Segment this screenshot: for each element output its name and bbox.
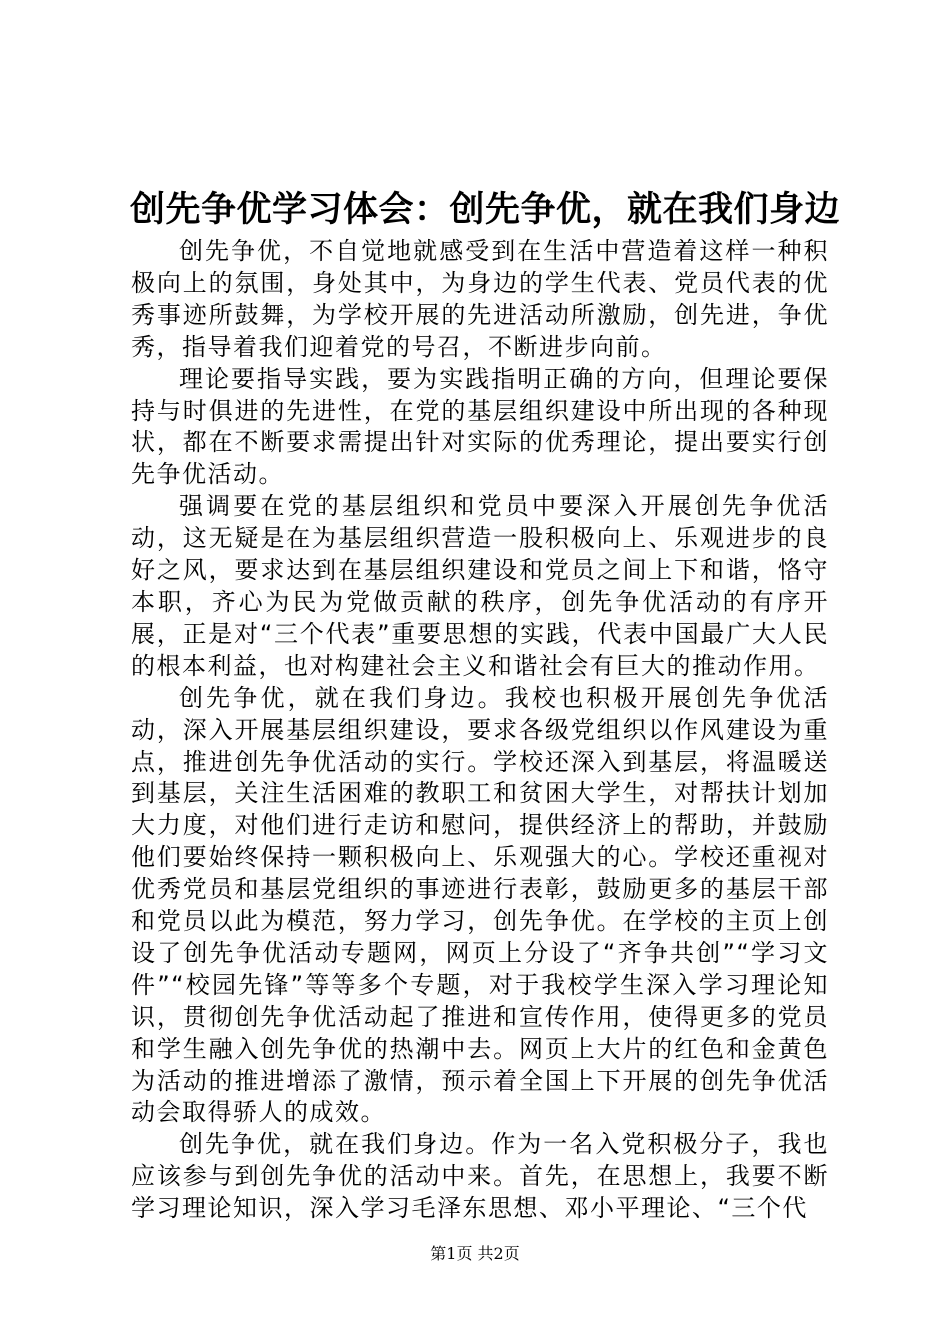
paragraph: 强调要在党的基层组织和党员中要深入开展创先争优活动，这无疑是在为基层组织营造一股积极向上、乐观进步的良好之风，要求达到在基层组织建设和党员之间上下和谐，恪守本职，齐心为民为党做贡献的秩序，创先争优活动的有序开展，正是对“三个代表”重要思想的实践，代表中国最广大人民的根本利益，也对构建社会主义和谐社会有巨大的推动作用。 — [131, 492, 829, 680]
paragraph: 创先争优，不自觉地就感受到在生活中营造着这样一种积极向上的氛围，身处其中，为身边的学生代表、党员代表的优秀事迹所鼓舞，为学校开展的先进活动所激励，创先进，争优秀，指导着我们迎着党的号召，不断进步向前。 — [131, 237, 829, 361]
paragraph: 创先争优，就在我们身边。作为一名入党积极分子，我也应该参与到创先争优的活动中来。首先，在思想上，我要不断学习理论知识，深入学习毛泽东思想、邓小平理论、“三个代 — [131, 1130, 829, 1223]
page-footer — [0, 1243, 950, 1265]
page-indicator: 第1页 共2页 — [430, 1244, 520, 1263]
document-body — [131, 236, 829, 1225]
paragraph: 创先争优，就在我们身边。我校也积极开展创先争优活动，深入开展基层组织建设，要求各级党组织以作风建设为重点，推进创先争优活动的实行。学校还深入到基层，将温暖送到基层，关注生活困难的教职工和贫困大学生，对帮扶计划加大力度，对他们进行走访和慰问，提供经济上的帮助，并鼓励他们要始终保持一颗积极向上、乐观强大的心。学校还重视对优秀党员和基层党组织的事迹进行表彰，鼓励更多的基层干部和党员以此为模范，努力学习，创先争优。在学校的主页上创设了创先争优活动专题网，网页上分设了“齐争共创”“学习文件”“校园先锋”等等多个专题，对于我校学生深入学习理论知识，贯彻创先争优活动起了推进和宣传作用，使得更多的党员和学生融入创先争优的热潮中去。网页上大片的红色和金黄色为活动的推进增添了激情，预示着全国上下开展的创先争优活动会取得骄人的成效。 — [131, 683, 829, 1127]
paragraph: 理论要指导实践，要为实践指明正确的方向，但理论要保持与时俱进的先进性，在党的基层组织建设中所出现的各种现状，都在不断要求需提出针对实际的优秀理论，提出要实行创先争优活动。 — [131, 364, 829, 489]
document-title: 创先争优学习体会：创先争优，就在我们身边 — [130, 189, 841, 230]
